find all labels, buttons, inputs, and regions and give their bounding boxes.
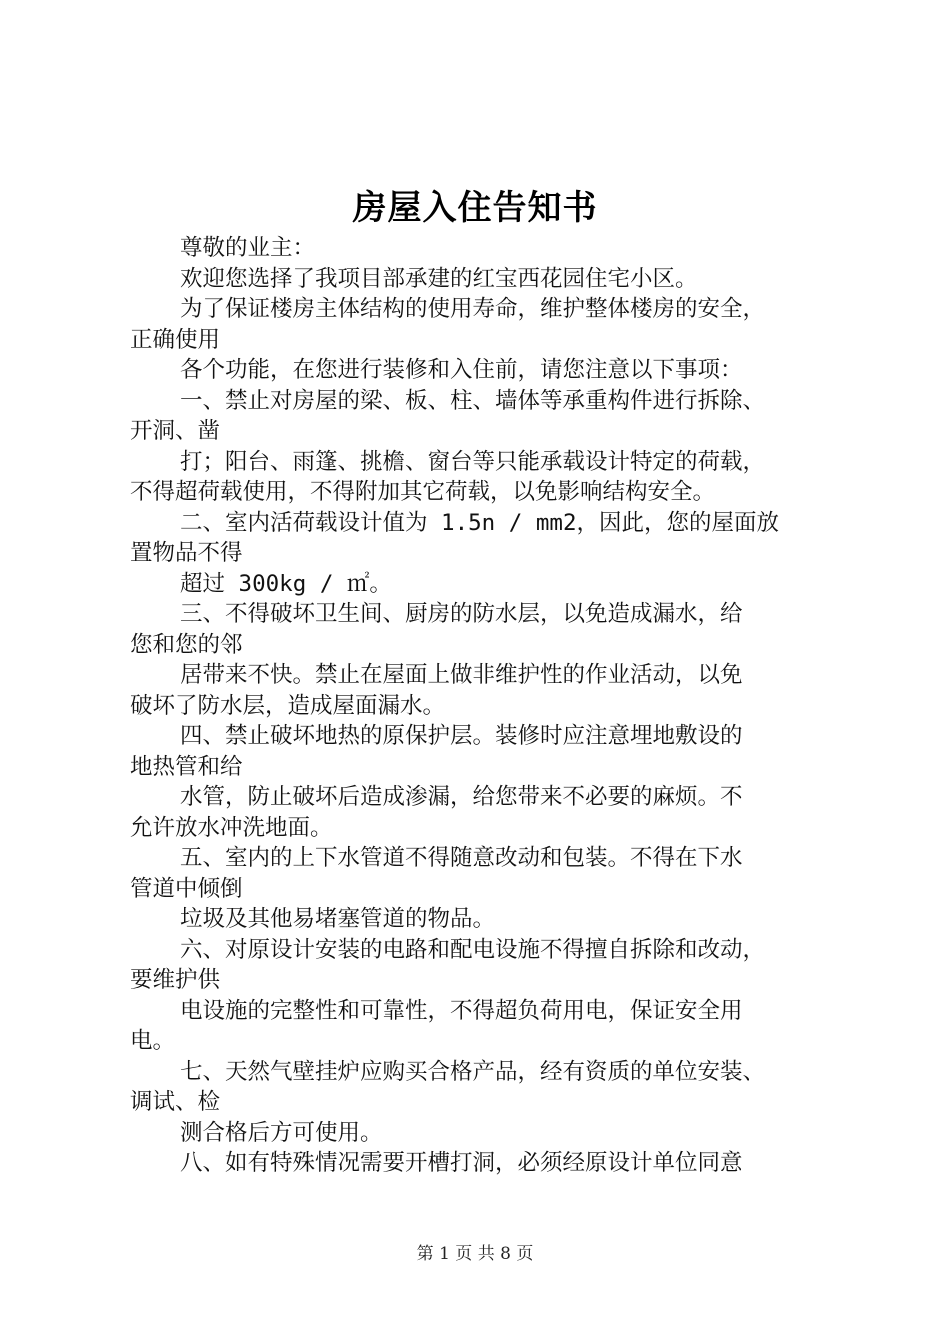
page-footer: 第 1 页 共 8 页 <box>416 1244 534 1264</box>
body-text-line: 您和您的邻 <box>130 631 243 658</box>
body-text-line: 三、不得破坏卫生间、厨房的防水层，以免造成漏水，给 <box>180 601 743 627</box>
body-text-line: 允许放水冲洗地面。 <box>130 814 333 841</box>
body-text-line: 管道中倾倒 <box>130 875 243 902</box>
body-text-line: 为了保证楼房主体结构的使用寿命，维护整体楼房的安全， <box>180 296 766 322</box>
body-text-line: 地热管和给 <box>130 753 243 780</box>
body-text-line: 尊敬的业主： <box>180 235 316 261</box>
body-text-line: 欢迎您选择了我项目部承建的红宝西花园住宅小区。 <box>180 265 698 292</box>
body-text-line: 置物品不得 <box>130 540 243 566</box>
body-text-line: 六、对原设计安装的电路和配电设施不得擅自拆除和改动， <box>180 936 766 963</box>
body-text-line: 四、禁止破坏地热的原保护层。装修时应注意埋地敷设的 <box>180 723 743 749</box>
body-text-line: 打；阳台、雨篷、挑檐、窗台等只能承载设计特定的荷载， <box>180 448 766 475</box>
document-body <box>130 233 832 1179</box>
body-text-line: 要维护供 <box>130 967 221 993</box>
body-text-line: 不得超荷载使用，不得附加其它荷载，以免影响结构安全。 <box>130 479 716 505</box>
body-text-line: 正确使用 <box>130 326 221 353</box>
body-text-line: 破坏了防水层，造成屋面漏水。 <box>130 692 446 719</box>
document-title: 房屋入住告知书 <box>352 188 598 228</box>
body-text-line: 调试、检 <box>130 1089 221 1115</box>
body-text-line: 电设施的完整性和可靠性，不得超负荷用电，保证安全用 <box>180 997 743 1024</box>
body-text-line: 电。 <box>130 1028 176 1054</box>
body-text-line: 水管，防止破坏后造成渗漏，给您带来不必要的麻烦。不 <box>180 784 743 810</box>
body-text-line: 八、如有特殊情况需要开槽打洞，必须经原设计单位同意 <box>180 1150 743 1176</box>
body-text-line: 测合格后方可使用。 <box>180 1119 383 1146</box>
body-text-line: 超过 300kg / ㎡。 <box>180 570 392 597</box>
body-text-line: 一、禁止对房屋的梁、板、柱、墙体等承重构件进行拆除、 <box>180 387 766 414</box>
body-text-line: 各个功能，在您进行装修和入住前，请您注意以下事项： <box>180 357 743 383</box>
body-text-line: 二、室内活荷载设计值为 1.5n / mm2，因此，您的屋面放 <box>180 509 780 536</box>
body-text-line: 七、天然气壁挂炉应购买合格产品，经有资质的单位安装、 <box>180 1058 766 1085</box>
body-text-line: 垃圾及其他易堵塞管道的物品。 <box>180 906 496 932</box>
body-text-line: 开洞、凿 <box>130 418 221 444</box>
body-text-line: 五、室内的上下水管道不得随意改动和包装。不得在下水 <box>180 845 743 871</box>
body-text-line: 居带来不快。禁止在屋面上做非维护性的作业活动，以免 <box>180 662 743 688</box>
